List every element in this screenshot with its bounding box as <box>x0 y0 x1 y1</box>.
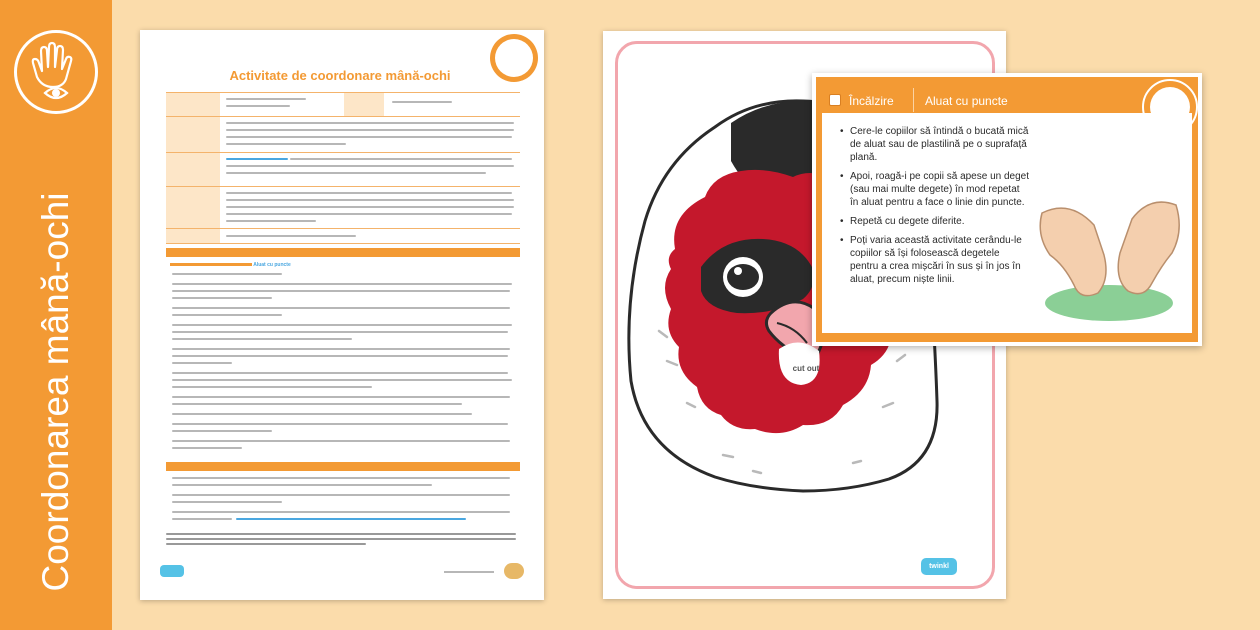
page-footer <box>444 571 494 573</box>
instruction-item: • Apoi, roagă-i pe copii să apese un deget (sau mai multe degete) în mod repetat în aluat pentru a face o linie din puncte. <box>840 170 1030 209</box>
instruction-item: • Cere-le copiilor să întindă o bucată mică de aluat sau de plastilină pe o suprafață plană. <box>840 125 1030 164</box>
info-row <box>166 92 520 117</box>
instruction-item: • Repetă cu degete diferite. <box>840 215 1030 228</box>
info-row <box>166 186 520 229</box>
hand-and-eye-icon <box>504 563 524 579</box>
activities-section-header <box>166 248 520 257</box>
tab-activity-label: Aluat cu puncte <box>925 94 1008 108</box>
sidebar-title: Coordonarea mână-ochi <box>35 192 76 592</box>
tab-category <box>821 88 914 112</box>
activity-document <box>140 30 544 600</box>
panel-body <box>822 113 1192 333</box>
twinkl-logo: twinkl <box>921 558 957 575</box>
checkbox-icon <box>829 94 841 106</box>
cut-out-label: cut out <box>792 364 820 373</box>
differentiation-section-header <box>166 462 520 471</box>
tab-activity <box>921 88 1121 112</box>
document-title: Activitate de coordonare mână-ochi <box>229 68 451 83</box>
hand-and-eye-icon <box>14 30 98 114</box>
instruction-list <box>840 125 1030 292</box>
info-row <box>166 152 520 187</box>
hands-pressing-dough-illustration <box>1034 195 1184 335</box>
panel-header <box>816 77 1198 342</box>
info-row <box>166 228 520 244</box>
instruction-panel <box>812 73 1202 346</box>
twinkl-logo <box>160 565 184 577</box>
activity-subheading: Aluat cu puncte <box>170 262 291 268</box>
sidebar <box>0 0 112 630</box>
instruction-item: • Poți varia această activitate cerându-le copiilor să își folosească degetele pentru a crea mișcări în sus și în jos în aluat, precum niște linii. <box>840 234 1030 286</box>
info-row <box>166 116 520 153</box>
tab-category-label: Încălzire <box>849 94 894 108</box>
